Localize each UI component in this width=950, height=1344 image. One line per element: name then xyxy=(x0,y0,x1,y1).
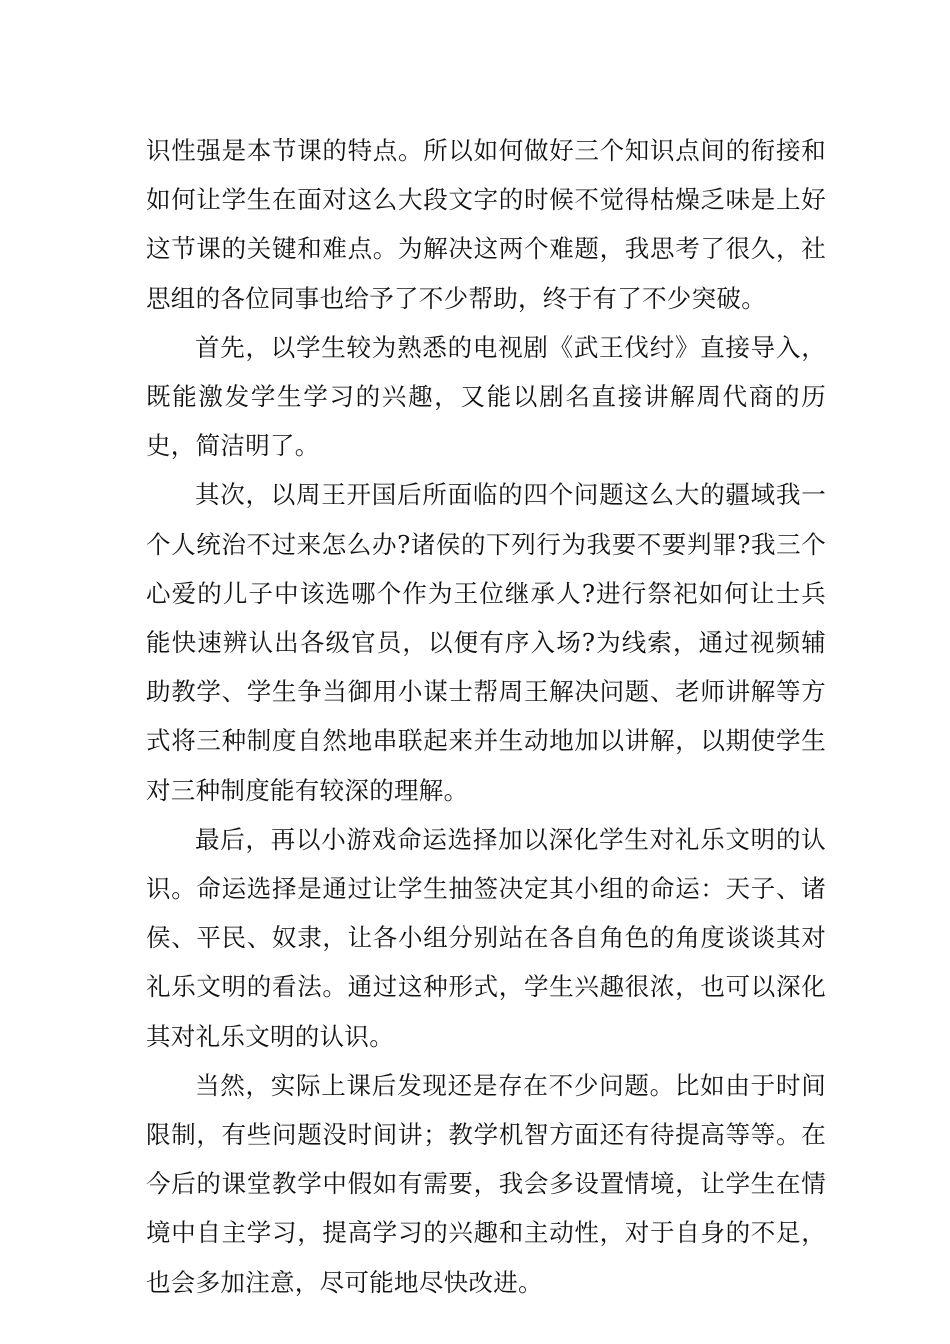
paragraph-continuation: 识性强是本节课的特点。所以如何做好三个知识点间的衔接和如何让学生在面对这么大段文字的时候不觉得枯燥乏味是上好这节课的关键和难点。为解决这两个难题，我思考了很久，社思组的各位同事也给予了不少帮助，终于有了不少突破。 xyxy=(146,136,826,313)
paragraph-main-teaching: 其次，以周王开国后所面临的四个问题这么大的疆域我一个人统治不过来怎么办?诸侯的下列行为我要不要判罪?我三个心爱的儿子中该选哪个作为王位继承人?进行祭祀如何让士兵能快速辨认出各级官员，以便有序入场?为线索，通过视频辅助教学、学生争当御用小谋士帮周王解决问题、老师讲解等方式将三种制度自然地串联起来并生动地加以讲解，以期使学生对三种制度能有较深的理解。 xyxy=(146,480,826,805)
paragraph-introduction-method: 首先，以学生较为熟悉的电视剧《武王伐纣》直接导入，既能激发学生学习的兴趣，又能以剧名直接讲解周代商的历史，简洁明了。 xyxy=(146,332,826,461)
body-text xyxy=(146,126,826,1307)
paragraph-game-activity: 最后，再以小游戏命运选择加以深化学生对礼乐文明的认识。命运选择是通过让学生抽签决定其小组的命运：天子、诸侯、平民、奴隶，让各小组分别站在各自角色的角度谈谈其对礼乐文明的看法。通过这种形式，学生兴趣很浓，也可以深化其对礼乐文明的认识。 xyxy=(146,824,826,1051)
paragraph-reflection: 当然，实际上课后发现还是存在不少问题。比如由于时间限制，有些问题没时间讲；教学机智方面还有待提高等等。在今后的课堂教学中假如有需要，我会多设置情境，让学生在情境中自主学习，提高学习的兴趣和主动性，对于自身的不足，也会多加注意，尽可能地尽快改进。 xyxy=(146,1070,826,1297)
